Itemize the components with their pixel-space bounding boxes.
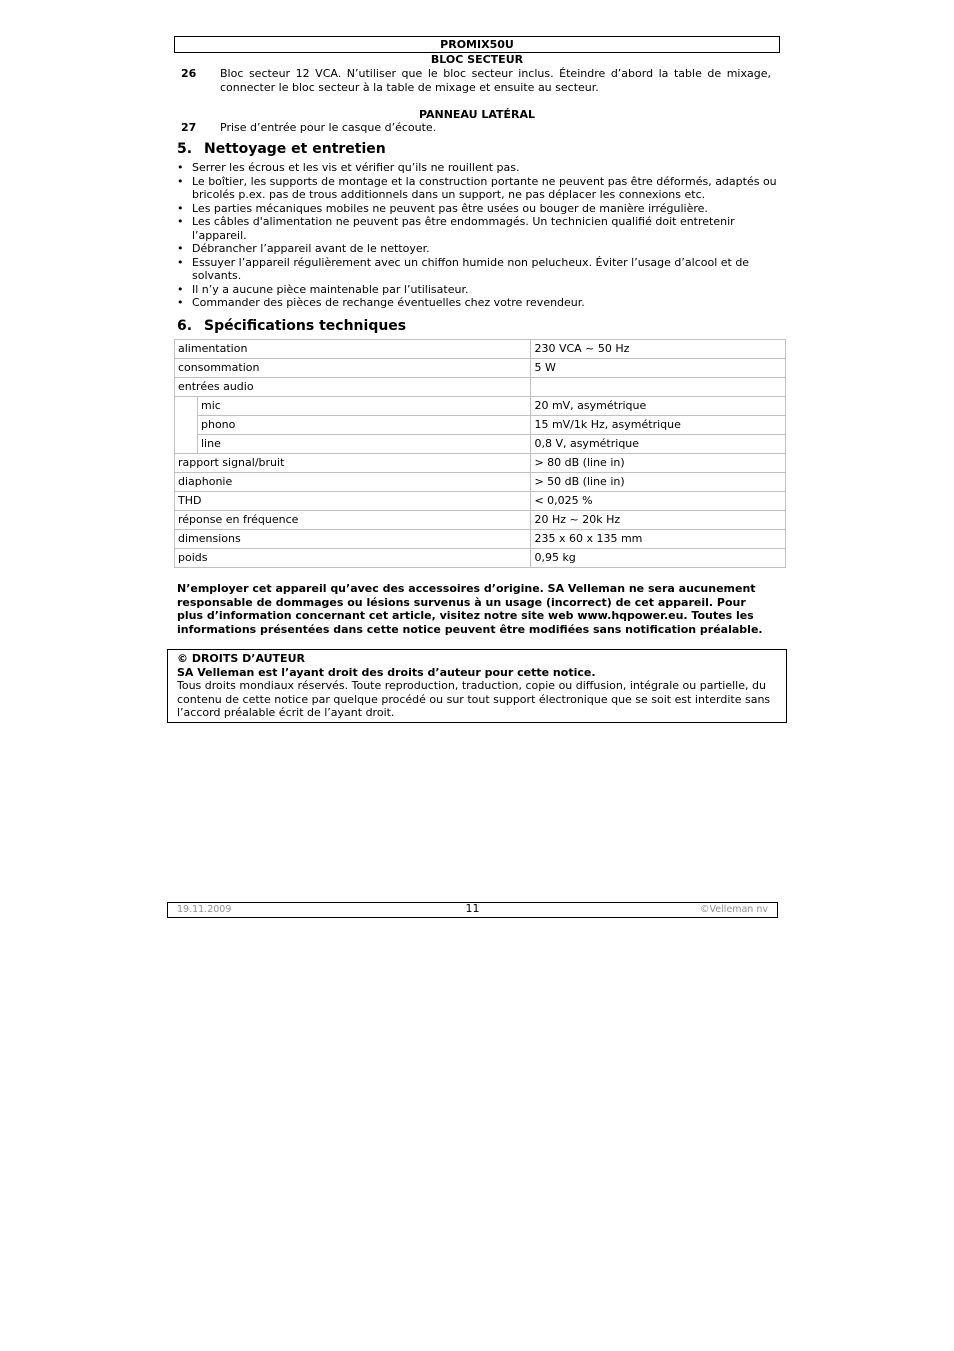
spec-value: 5 W — [531, 359, 786, 378]
spec-value: < 0,025 % — [531, 492, 786, 511]
spec-label: poids — [175, 549, 531, 568]
spec-label: entrées audio — [175, 378, 531, 397]
section-panneau-lateral-title: PANNEAU LATÉRAL — [418, 108, 536, 121]
list-item: • Serrer les écrous et les vis et vérifier qu’ils ne rouillent pas. — [177, 161, 777, 175]
spec-value: 20 Hz ~ 20k Hz — [531, 511, 786, 530]
usage-notice: N’employer cet appareil qu’avec des accessoires d’origine. SA Velleman ne sera aucunement responsable de dommages ou lésions survenus à un usage (incorrect) de cet appareil. Pour plus d’information concernant cet article, visitez notre site web www.hqpower.eu. Toutes les informations présentées dans cette notice peuvent être modifiées sans notification préalable. — [177, 582, 763, 636]
spec-value: 230 VCA ~ 50 Hz — [531, 340, 786, 359]
table-row — [175, 549, 786, 568]
heading-text: Spécifications techniques — [204, 318, 407, 334]
table-row — [175, 473, 786, 492]
footer-brand: ©Velleman nv — [700, 904, 768, 915]
spec-value: 20 mV, asymétrique — [531, 397, 786, 416]
section-bloc-secteur-title: BLOC SECTEUR — [430, 53, 524, 66]
spec-table — [174, 339, 786, 568]
heading-cleaning — [177, 141, 386, 157]
table-row — [175, 359, 786, 378]
spec-value: 0,95 kg — [531, 549, 786, 568]
spec-value: 15 mV/1k Hz, asymétrique — [531, 416, 786, 435]
spec-value — [531, 378, 786, 397]
spec-label: phono — [198, 416, 531, 435]
item-number-26: 26 — [181, 67, 197, 80]
spec-label: line — [198, 435, 531, 454]
spec-value: > 80 dB (line in) — [531, 454, 786, 473]
copyright-title: © DROITS D’AUTEUR — [177, 652, 305, 665]
heading-specs — [177, 318, 406, 334]
table-row — [175, 530, 786, 549]
indent-cell — [175, 397, 198, 454]
copyright-text — [177, 652, 775, 720]
spec-label: dimensions — [175, 530, 531, 549]
spec-label: mic — [198, 397, 531, 416]
spec-value: > 50 dB (line in) — [531, 473, 786, 492]
table-row — [175, 340, 786, 359]
list-item: • Il n’y a aucune pièce maintenable par l’utilisateur. — [177, 283, 777, 297]
list-item: • Débrancher l’appareil avant de le nettoyer. — [177, 242, 777, 256]
table-row — [175, 435, 786, 454]
spec-label: diaphonie — [175, 473, 531, 492]
table-row — [175, 397, 786, 416]
list-item: • Le boîtier, les supports de montage et la construction portante ne peuvent pas être déformés, adaptés ou bricolés p.ex. pas de trous additionnels dans un support, ne pas déplacer les connexions etc. — [177, 175, 777, 202]
heading-number: 5. — [177, 141, 193, 157]
table-row — [175, 492, 786, 511]
footer-date: 19.11.2009 — [177, 904, 232, 915]
list-item: • Les parties mécaniques mobiles ne peuvent pas être usées ou bouger de manière irrégulière. — [177, 202, 777, 216]
item-text-27: Prise d’entrée pour le casque d’écoute. — [220, 121, 437, 134]
document-title: PROMIX50U — [440, 38, 514, 51]
spec-label: alimentation — [175, 340, 531, 359]
copyright-subtitle: SA Velleman est l’ayant droit des droits d’auteur pour cette notice. — [177, 665, 596, 679]
list-item: • Les câbles d'alimentation ne peuvent pas être endommagés. Un technicien qualifié doit entretenir l’appareil. — [177, 215, 777, 242]
page-number: 11 — [465, 902, 480, 915]
table-row — [175, 416, 786, 435]
heading-text: Nettoyage et entretien — [204, 141, 386, 157]
cleaning-list — [177, 161, 777, 310]
spec-label: réponse en fréquence — [175, 511, 531, 530]
spec-value: 0,8 V, asymétrique — [531, 435, 786, 454]
list-item: • Commander des pièces de rechange éventuelles chez votre revendeur. — [177, 296, 777, 310]
list-item: • Essuyer l’appareil régulièrement avec un chiffon humide non pelucheux. Éviter l’usage d’alcool et de solvants. — [177, 256, 777, 283]
spec-label: THD — [175, 492, 531, 511]
spec-value: 235 x 60 x 135 mm — [531, 530, 786, 549]
item-text-26: Bloc secteur 12 VCA. N’utiliser que le bloc secteur inclus. Éteindre d’abord la table de mixage, connecter le bloc secteur à la table de mixage et ensuite au secteur. — [220, 67, 771, 94]
table-row — [175, 378, 786, 397]
spec-label: consommation — [175, 359, 531, 378]
item-number-27: 27 — [181, 121, 197, 134]
copyright-body: Tous droits mondiaux réservés. Toute reproduction, traduction, copie ou diffusion, intégrale ou partielle, du contenu de cette notice par quelque procédé ou sur tout support électronique que se soit est interdite sans l’accord préalable écrit de l’ayant droit. — [177, 679, 771, 719]
table-row — [175, 511, 786, 530]
table-row — [175, 454, 786, 473]
heading-number: 6. — [177, 318, 193, 334]
spec-label: rapport signal/bruit — [175, 454, 531, 473]
